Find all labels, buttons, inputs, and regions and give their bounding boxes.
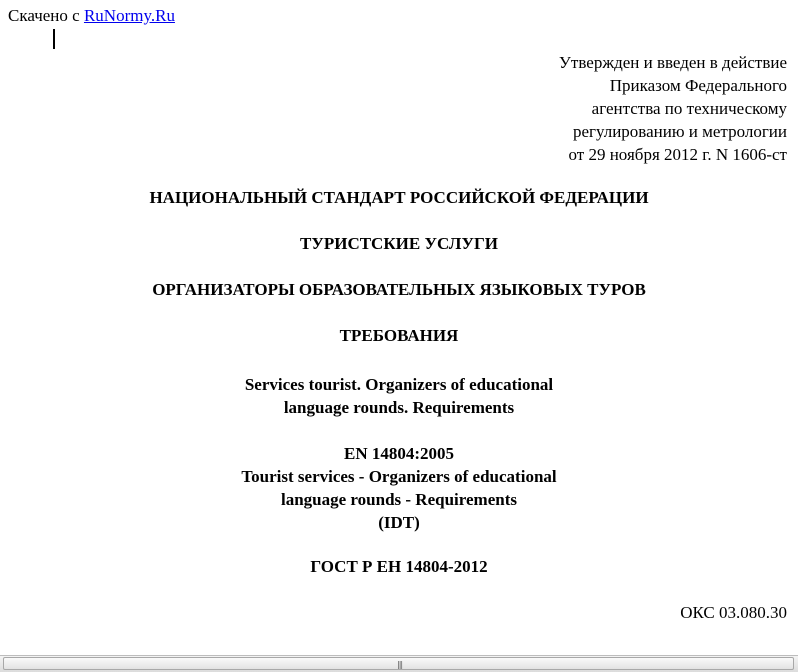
english-title <box>0 373 798 419</box>
english-title-line: Services tourist. Organizers of educational <box>244 375 554 394</box>
en-standard-title-line: Tourist services - Organizers of educational <box>241 467 557 486</box>
title-tourist-services: ТУРИСТСКИЕ УСЛУГИ <box>300 234 498 253</box>
runormy-link[interactable]: RuNormy.Ru <box>83 6 175 25</box>
english-title-line: language rounds. Requirements <box>283 398 515 417</box>
source-line <box>8 6 175 26</box>
approval-block <box>559 51 787 166</box>
en-standard-title-line: language rounds - Requirements <box>281 490 517 509</box>
approval-line: регулированию и метрологии <box>572 122 787 141</box>
approval-line: агентства по техническому <box>591 99 787 118</box>
en-standard-block <box>0 442 798 534</box>
idt-label: (IDT) <box>378 513 420 532</box>
grip-icon: ||| <box>397 660 403 669</box>
title-organizers: ОРГАНИЗАТОРЫ ОБРАЗОВАТЕЛЬНЫХ ЯЗЫКОВЫХ ТУРОВ <box>152 280 646 299</box>
scrollbar-thumb[interactable] <box>3 657 794 670</box>
gost-number: ГОСТ Р ЕН 14804-2012 <box>310 557 488 576</box>
source-prefix: Скачено с <box>8 6 80 25</box>
approval-line: Приказом Федерального <box>609 76 787 95</box>
title-requirements: ТРЕБОВАНИЯ <box>339 326 459 345</box>
text-cursor <box>53 29 55 49</box>
approval-line: от 29 ноября 2012 г. N 1606-ст <box>568 145 787 164</box>
approval-line: Утвержден и введен в действие <box>558 53 787 72</box>
oks-code: ОКС 03.080.30 <box>680 603 787 622</box>
title-national-standard: НАЦИОНАЛЬНЫЙ СТАНДАРТ РОССИЙСКОЙ ФЕДЕРАЦИИ <box>149 188 649 207</box>
en-standard-code: EN 14804:2005 <box>343 444 455 463</box>
horizontal-scrollbar[interactable] <box>0 655 798 672</box>
